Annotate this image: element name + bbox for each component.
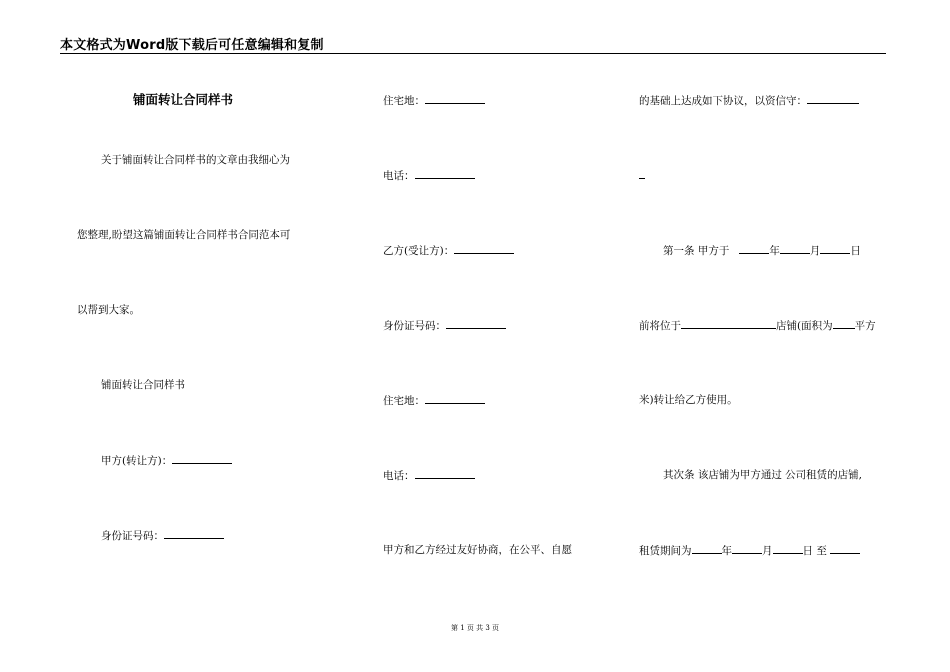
basis-blank <box>807 93 859 104</box>
lease-period-line <box>639 543 860 558</box>
basis-text: 的基础上达成如下协议，以资信守： <box>639 95 807 107</box>
year-label: 年 <box>769 245 780 257</box>
basis-continuation-blank <box>639 168 645 179</box>
party-b-address-blank <box>425 393 485 404</box>
party-a-id-blank <box>164 528 224 539</box>
lease-month-blank <box>732 543 762 554</box>
article-2-text: 其次条 该店铺为甲方通过 公司租赁的店铺, <box>663 469 863 481</box>
party-a-blank <box>172 453 232 464</box>
party-a-address-line <box>383 93 485 108</box>
month-blank <box>780 243 810 254</box>
month-label: 月 <box>809 245 821 257</box>
lease-day-blank <box>773 543 803 554</box>
contract-subtitle: 铺面转让合同样书 <box>101 379 185 391</box>
party-b-phone-blank <box>415 468 475 479</box>
party-b-phone-line <box>383 468 475 483</box>
location-prefix: 前将位于 <box>639 320 681 332</box>
intro-line-2: 您整理,盼望这篇铺面转让合同样书合同范本可 <box>77 229 291 241</box>
party-b-blank <box>454 243 514 254</box>
article-1-continuation: 米)转让给乙方使用。 <box>639 394 738 406</box>
article-1-location-line <box>639 318 876 333</box>
document-title: 铺面转让合同样书 <box>133 92 234 107</box>
lease-year-label: 年 <box>721 545 732 557</box>
party-a-id-label: 身份证号码： <box>101 530 164 542</box>
lease-month-label: 月 <box>762 545 773 557</box>
basis-continuation <box>639 168 645 183</box>
lease-prefix: 租赁期间为 <box>639 545 692 557</box>
party-b-address-line <box>383 393 485 408</box>
location-blank <box>681 318 776 329</box>
party-b-line <box>383 243 514 258</box>
party-b-id-line <box>383 318 506 333</box>
basis-line <box>639 93 859 108</box>
day-blank <box>820 243 850 254</box>
document-header <box>60 34 886 54</box>
party-a-phone-line <box>383 168 475 183</box>
lease-year-blank <box>692 543 722 554</box>
lease-day-label: 日 至 <box>802 545 827 557</box>
lease-end-blank <box>830 543 860 554</box>
article-1-text: 第一条 甲方于 <box>663 245 730 257</box>
header-text: 本文格式为Word版下载后可任意编辑和复制 <box>60 38 324 53</box>
party-a-label: 甲方(转让方)： <box>101 455 173 467</box>
page-footer: 第 1 页 共 3 页 <box>450 624 500 632</box>
article-1-line <box>663 243 861 258</box>
party-b-id-blank <box>446 318 506 329</box>
area-text: 店铺(面积为 <box>776 320 833 332</box>
party-a-phone-label: 电话： <box>383 170 415 182</box>
party-b-phone-label: 电话： <box>383 470 415 482</box>
party-a-address-blank <box>425 93 485 104</box>
party-a-id-line <box>101 528 224 543</box>
intro-line-3: 以帮到大家。 <box>77 304 140 316</box>
year-blank <box>739 243 769 254</box>
area-blank <box>833 318 855 329</box>
party-a-phone-blank <box>415 168 475 179</box>
party-a-line <box>101 453 232 468</box>
party-b-label: 乙方(受让方)： <box>383 245 455 257</box>
intro-line-1: 关于铺面转让合同样书的文章由我细心为 <box>101 154 290 166</box>
party-b-address-label: 住宅地： <box>383 395 425 407</box>
party-a-address-label: 住宅地： <box>383 95 425 107</box>
area-unit: 平方 <box>854 320 876 332</box>
day-label: 日 <box>850 245 861 257</box>
consult-text: 甲方和乙方经过友好协商，在公平、自愿 <box>383 544 572 556</box>
party-b-id-label: 身份证号码： <box>383 320 446 332</box>
